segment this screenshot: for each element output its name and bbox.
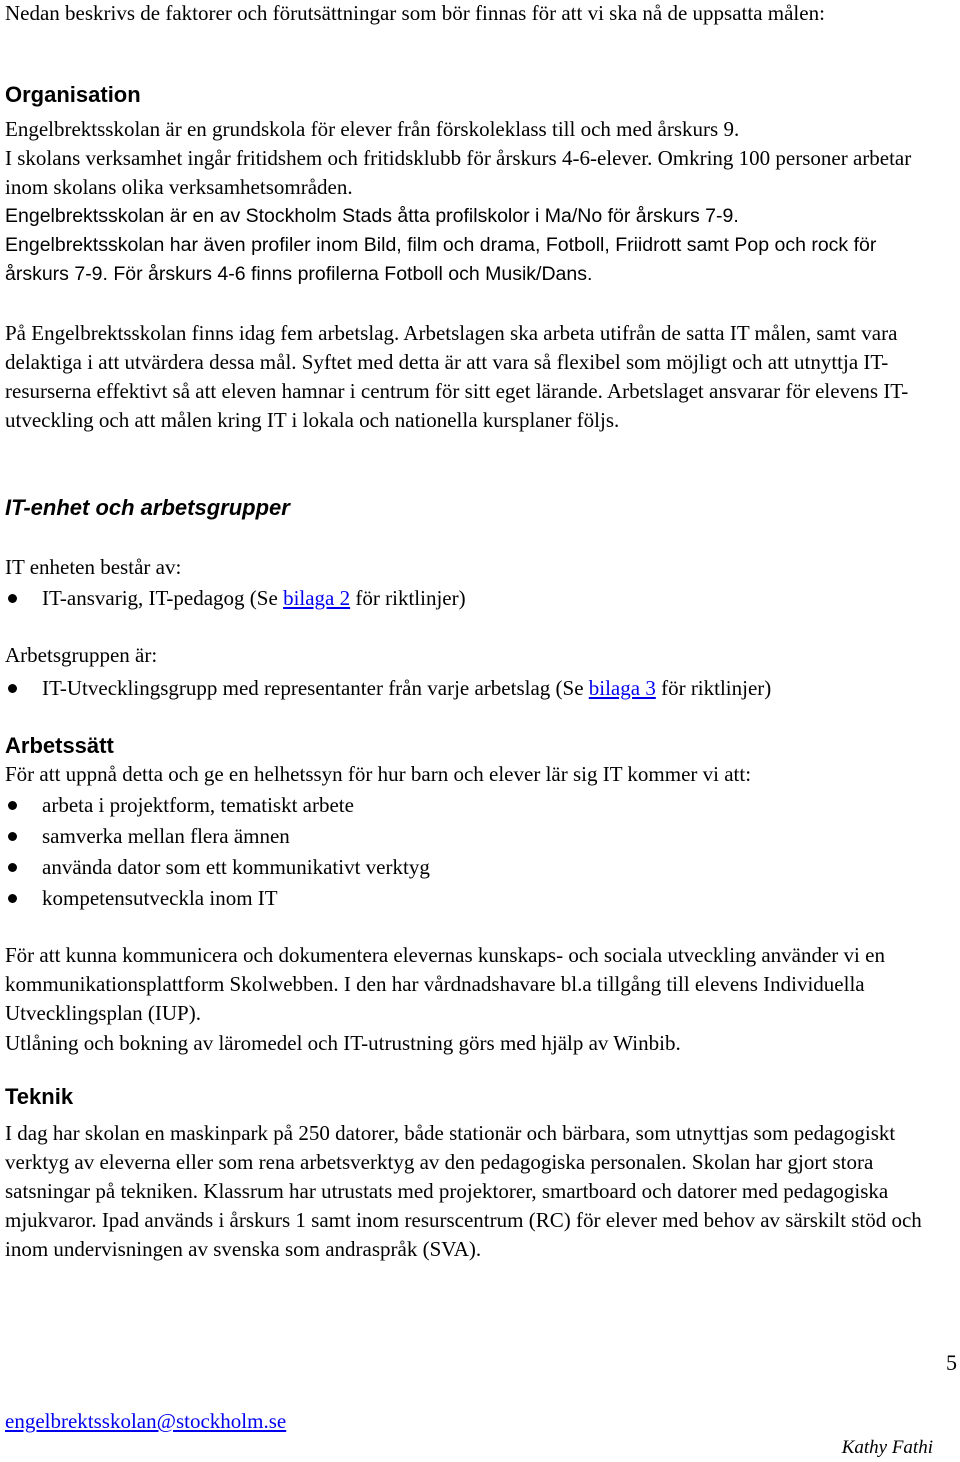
it-enheten-label: IT enheten består av:	[5, 555, 182, 579]
bilaga-2-link[interactable]: bilaga 2	[283, 586, 351, 610]
organisation-section	[5, 115, 950, 289]
bullet-icon	[8, 684, 17, 693]
organisation-line-4: Engelbrektsskolan har även profiler inom Bild, film och drama, Fotboll, Friidrott samt Pop och rock för årskurs 7-9. För årskurs 4-6 finns profilerna Fotboll och Musik/Dans.	[5, 234, 877, 285]
list-item: använda dator som ett kommunikativt verktyg	[5, 852, 950, 883]
bullet-icon	[8, 894, 17, 903]
author-name: Kathy Fathi	[841, 1437, 933, 1458]
intro-text: Nedan beskrivs de faktorer och förutsättningar som bör finnas för att vi ska nå de uppsatta målen:	[5, 1, 825, 25]
list-item: IT-Utvecklingsgrupp med representanter från varje arbetslag (Se bilaga 3 för riktlinjer)	[5, 673, 950, 704]
arbetssatt-intro: För att uppnå detta och ge en helhetssyn för hur barn och elever lär sig IT kommer vi att:	[5, 762, 752, 786]
list-item: arbeta i projektform, tematiskt arbete	[5, 790, 950, 821]
arbetssatt-heading: Arbetssätt	[5, 733, 114, 758]
teknik-paragraph: I dag har skolan en maskinpark på 250 datorer, både stationär och bärbara, som utnyttjas som pedagogiskt verktyg av eleverna eller som rena arbetsverktyg av den pedagogiska personalen. Skolan har gjort stora satsningar på tekniken. Klassrum har utrustats med projektorer, smartboard och datorer med pedagogiska mjukvaror. Ipad används i årskurs 1 samt inom resurscentrum (RC) för elever med behov av särskilt stöd och inom undervisningen av svenska som andraspråk (SVA).	[5, 1121, 922, 1261]
bullet-icon	[8, 594, 17, 603]
organisation-line-3: Engelbrektsskolan är en av Stockholm Stads åtta profilskolor i Ma/No för årskurs 7-9.	[5, 205, 739, 227]
bullet-icon	[8, 801, 17, 810]
list-item: IT-ansvarig, IT-pedagog (Se bilaga 2 för riktlinjer)	[5, 583, 950, 614]
bullet-icon	[8, 863, 17, 872]
teknik-heading: Teknik	[5, 1084, 74, 1109]
bilaga-3-link[interactable]: bilaga 3	[588, 676, 656, 700]
organisation-line-1: Engelbrektsskolan är en grundskola för elever från förskoleklass till och med årskurs 9.	[5, 117, 740, 141]
email-link[interactable]: engelbrektsskolan@stockholm.se	[5, 1409, 287, 1433]
arbetsgruppen-list	[5, 673, 950, 704]
arbetsgruppen-label: Arbetsgruppen är:	[5, 643, 158, 667]
list-item: samverka mellan flera ämnen	[5, 821, 950, 852]
bullet-icon	[8, 832, 17, 841]
winbib-paragraph: Utlåning och bokning av läromedel och IT-utrustning görs med hjälp av Winbib.	[5, 1031, 681, 1055]
organisation-heading: Organisation	[5, 82, 141, 107]
arbetssatt-list	[5, 790, 950, 914]
arbetslag-paragraph: På Engelbrektsskolan finns idag fem arbetslag. Arbetslagen ska arbeta utifrån de satta IT målen, samt vara delaktiga i att utvärdera dessa mål. Syftet med detta är att vara så flexibel som möjligt och att utnyttja IT-resurserna effektivt så att eleven hamnar i centrum för sitt eget lärande. Arbetslaget ansvarar för elevens IT-utveckling och att målen kring IT i lokala och nationella kursplaner följs.	[5, 321, 909, 432]
it-enheten-list	[5, 583, 950, 614]
skolwebben-paragraph: För att kunna kommunicera och dokumentera elevernas kunskaps- och sociala utveckling använder vi en kommunikationsplattform Skolwebben. I den har vårdnadshavare bl.a tillgång till elevens Individuella Utvecklingsplan (IUP).	[5, 943, 885, 1025]
list-item: kompetensutveckla inom IT	[5, 883, 950, 914]
page-number: 5	[946, 1350, 957, 1375]
organisation-line-2: I skolans verksamhet ingår fritidshem och fritidsklubb för årskurs 4-6-elever. Omkring 100 personer arbetar inom skolans olika verksamhetsområden.	[5, 146, 912, 199]
it-enhet-heading: IT-enhet och arbetsgrupper	[5, 495, 290, 520]
